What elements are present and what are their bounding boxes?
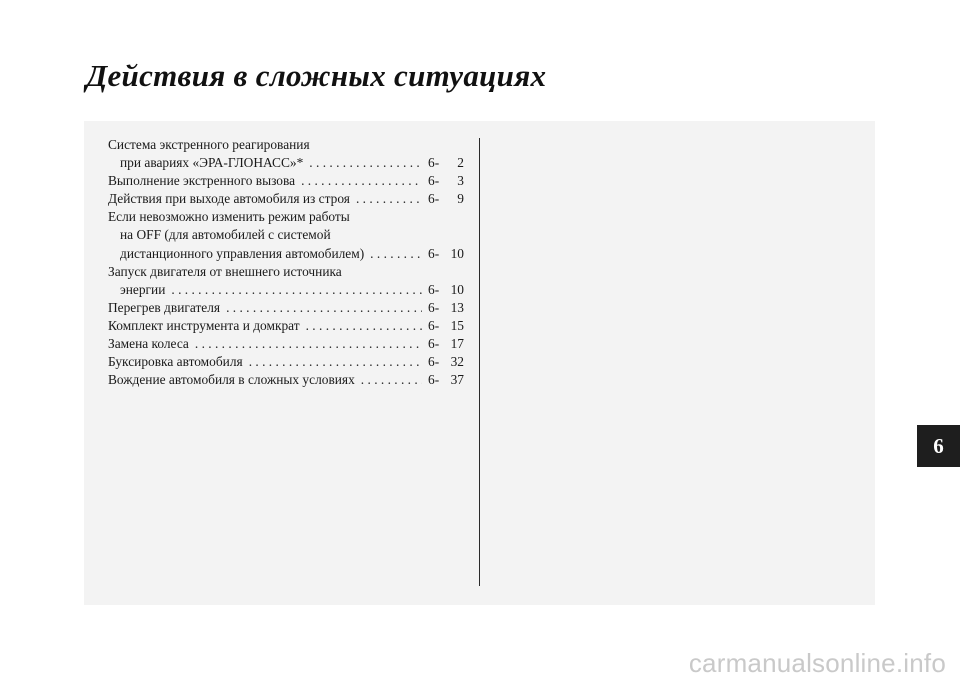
toc-leader-dots bbox=[306, 317, 422, 335]
toc-chapter-number: 6- bbox=[428, 299, 440, 315]
toc-chapter-number: 6- bbox=[428, 372, 440, 388]
toc-entry-title: Буксировка автомобиля bbox=[108, 354, 243, 370]
toc-leader-dots bbox=[301, 172, 422, 190]
chapter-tab[interactable]: 6 bbox=[917, 425, 960, 467]
toc-entry-title: при авариях «ЭРА-ГЛОНАСС»* bbox=[120, 155, 304, 171]
toc-entry-title: на OFF (для автомобилей с системой bbox=[120, 227, 331, 243]
watermark: carmanualsonline.info bbox=[688, 648, 946, 678]
toc-entry-title: Запуск двигателя от внешнего источника bbox=[108, 263, 342, 279]
toc-chapter-number: 6- bbox=[428, 281, 440, 297]
toc-entry-emergency-call[interactable] bbox=[108, 172, 464, 190]
toc-page-number: 13 bbox=[450, 299, 464, 315]
toc-entry-title: Если невозможно изменить режим работы bbox=[108, 209, 350, 225]
page-title: Действия в сложных ситуациях bbox=[86, 58, 547, 93]
toc-leader-dots bbox=[370, 245, 422, 263]
toc-chapter-number: 6- bbox=[428, 354, 440, 370]
toc-entry-mode-off-cont-2[interactable] bbox=[108, 245, 464, 263]
toc-entry-emergency-system[interactable] bbox=[108, 136, 464, 154]
toc-page-number: 10 bbox=[450, 245, 464, 261]
toc-entry-mode-off[interactable] bbox=[108, 208, 464, 226]
toc-entry-mode-off-cont[interactable] bbox=[108, 226, 464, 244]
toc-chapter-number: 6- bbox=[428, 173, 440, 189]
toc-entry-overheat[interactable] bbox=[108, 299, 464, 317]
toc-entry-title: энергии bbox=[120, 281, 166, 297]
toc-chapter-number: 6- bbox=[428, 191, 440, 207]
toc-chapter-number: 6- bbox=[428, 245, 440, 261]
toc-entry-jump-start-cont[interactable] bbox=[108, 281, 464, 299]
toc-chapter-number: 6- bbox=[428, 317, 440, 333]
toc-page-number: 17 bbox=[450, 336, 464, 352]
toc-page-number: 2 bbox=[457, 155, 464, 171]
table-of-contents bbox=[108, 136, 464, 389]
toc-leader-dots bbox=[309, 154, 422, 172]
toc-entry-title: Перегрев двигателя bbox=[108, 299, 221, 315]
toc-entry-title: Замена колеса bbox=[108, 336, 189, 352]
toc-leader-dots bbox=[356, 190, 422, 208]
toc-leader-dots bbox=[195, 335, 422, 353]
toc-page-number: 9 bbox=[457, 191, 464, 207]
toc-page-number: 32 bbox=[450, 354, 464, 370]
toc-page-number: 37 bbox=[450, 372, 464, 388]
toc-page-number: 3 bbox=[457, 173, 464, 189]
toc-entry-jump-start[interactable] bbox=[108, 263, 464, 281]
toc-leader-dots bbox=[171, 281, 422, 299]
toc-chapter-number: 6- bbox=[428, 155, 440, 171]
toc-page-number: 15 bbox=[450, 317, 464, 333]
toc-entry-title: дистанционного управления автомобилем) bbox=[120, 245, 365, 261]
toc-leader-dots bbox=[249, 353, 422, 371]
toc-entry-title: Система экстренного реагирования bbox=[108, 137, 310, 152]
toc-entry-tools-jack[interactable] bbox=[108, 317, 464, 335]
toc-entry-towing[interactable] bbox=[108, 353, 464, 371]
toc-chapter-number: 6- bbox=[428, 336, 440, 352]
toc-entry-breakdown[interactable] bbox=[108, 190, 464, 208]
toc-entry-title: Вождение автомобиля в сложных условиях bbox=[108, 372, 355, 388]
toc-entry-wheel-change[interactable] bbox=[108, 335, 464, 353]
toc-entry-title: Действия при выходе автомобиля из строя bbox=[108, 191, 350, 207]
column-divider bbox=[479, 138, 480, 586]
toc-entry-title: Комплект инструмента и домкрат bbox=[108, 317, 300, 333]
toc-leader-dots bbox=[226, 299, 422, 317]
toc-leader-dots bbox=[361, 371, 422, 389]
toc-page-number: 10 bbox=[450, 281, 464, 297]
toc-entry-emergency-system-cont[interactable] bbox=[108, 154, 464, 172]
toc-entry-title: Выполнение экстренного вызова bbox=[108, 173, 296, 189]
toc-entry-difficult-driving[interactable] bbox=[108, 371, 464, 389]
